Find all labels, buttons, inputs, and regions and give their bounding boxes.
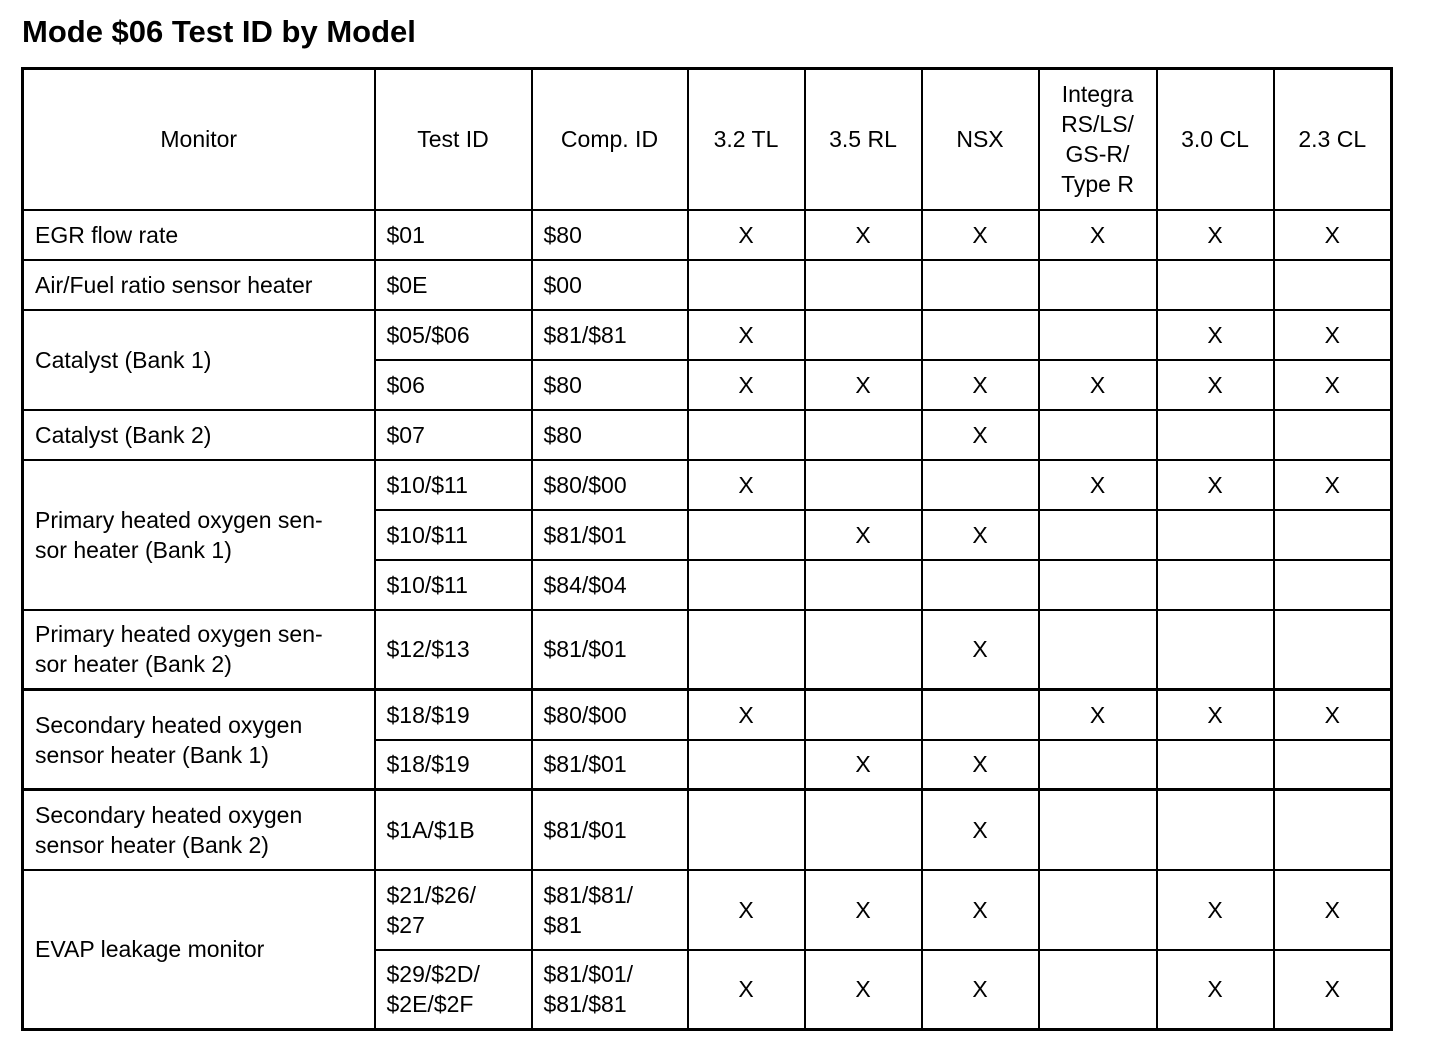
test-id-cell: $06 bbox=[375, 360, 532, 410]
table-row bbox=[23, 870, 1392, 950]
comp-id-cell: $84/$04 bbox=[532, 560, 688, 610]
mark-cell: X bbox=[1157, 310, 1274, 360]
mode06-test-id-table bbox=[21, 67, 1393, 1031]
comp-id-cell: $80/$00 bbox=[532, 690, 688, 740]
mark-cell: X bbox=[1157, 870, 1274, 950]
mark-cell bbox=[688, 410, 805, 460]
mark-cell: X bbox=[1274, 950, 1392, 1030]
mark-cell: X bbox=[805, 740, 922, 790]
mark-cell bbox=[1274, 610, 1392, 690]
test-id-cell: $1A/$1B bbox=[375, 790, 532, 870]
comp-id-cell: $81/$01 bbox=[532, 740, 688, 790]
mark-cell bbox=[1039, 260, 1157, 310]
mark-cell: X bbox=[688, 950, 805, 1030]
mark-cell bbox=[1157, 410, 1274, 460]
comp-id-cell: $81/$81 bbox=[532, 310, 688, 360]
mark-cell: X bbox=[1274, 870, 1392, 950]
mark-cell bbox=[922, 560, 1039, 610]
test-id-cell: $0E bbox=[375, 260, 532, 310]
mark-cell: X bbox=[805, 360, 922, 410]
test-id-cell: $10/$11 bbox=[375, 560, 532, 610]
mark-cell: X bbox=[1039, 210, 1157, 260]
mark-cell: X bbox=[688, 210, 805, 260]
monitor-cell: Air/Fuel ratio sensor heater bbox=[23, 260, 375, 310]
mark-cell bbox=[922, 460, 1039, 510]
mark-cell: X bbox=[1274, 690, 1392, 740]
mark-cell: X bbox=[922, 210, 1039, 260]
mark-cell: X bbox=[1157, 950, 1274, 1030]
mark-cell: X bbox=[688, 460, 805, 510]
table-row bbox=[23, 790, 1392, 870]
table-row bbox=[23, 460, 1392, 510]
mark-cell bbox=[1039, 610, 1157, 690]
table-row bbox=[23, 410, 1392, 460]
mark-cell bbox=[1039, 870, 1157, 950]
mark-cell bbox=[805, 460, 922, 510]
monitor-cell: EVAP leakage monitor bbox=[23, 870, 375, 1030]
mark-cell bbox=[922, 260, 1039, 310]
comp-id-cell: $81/$01/ $81/$81 bbox=[532, 950, 688, 1030]
mark-cell: X bbox=[1157, 210, 1274, 260]
test-id-cell: $21/$26/ $27 bbox=[375, 870, 532, 950]
header-row bbox=[23, 69, 1392, 210]
mark-cell: X bbox=[1274, 360, 1392, 410]
test-id-cell: $18/$19 bbox=[375, 690, 532, 740]
mark-cell bbox=[922, 310, 1039, 360]
comp-id-cell: $81/$01 bbox=[532, 790, 688, 870]
mark-cell: X bbox=[1157, 360, 1274, 410]
comp-id-cell: $81/$81/ $81 bbox=[532, 870, 688, 950]
mark-cell: X bbox=[922, 790, 1039, 870]
mark-cell bbox=[1039, 560, 1157, 610]
mark-cell bbox=[1274, 740, 1392, 790]
mark-cell bbox=[805, 310, 922, 360]
comp-id-cell: $80/$00 bbox=[532, 460, 688, 510]
mark-cell bbox=[805, 790, 922, 870]
monitor-cell: EGR flow rate bbox=[23, 210, 375, 260]
comp-id-cell: $81/$01 bbox=[532, 510, 688, 560]
header-3-2-tl: 3.2 TL bbox=[688, 69, 805, 210]
mark-cell bbox=[922, 690, 1039, 740]
header-nsx: NSX bbox=[922, 69, 1039, 210]
monitor-cell: Secondary heated oxygen sensor heater (Bank 2) bbox=[23, 790, 375, 870]
header-3-5-rl: 3.5 RL bbox=[805, 69, 922, 210]
mark-cell bbox=[805, 410, 922, 460]
mark-cell: X bbox=[805, 950, 922, 1030]
test-id-cell: $18/$19 bbox=[375, 740, 532, 790]
test-id-cell: $29/$2D/ $2E/$2F bbox=[375, 950, 532, 1030]
mark-cell: X bbox=[688, 690, 805, 740]
mark-cell: X bbox=[922, 870, 1039, 950]
mark-cell: X bbox=[688, 360, 805, 410]
mark-cell: X bbox=[922, 950, 1039, 1030]
mark-cell bbox=[1274, 560, 1392, 610]
monitor-cell: Secondary heated oxygen sensor heater (Bank 1) bbox=[23, 690, 375, 790]
test-id-cell: $07 bbox=[375, 410, 532, 460]
mark-cell bbox=[1157, 790, 1274, 870]
mark-cell: X bbox=[922, 360, 1039, 410]
monitor-cell: Primary heated oxygen sen- sor heater (Bank 1) bbox=[23, 460, 375, 610]
comp-id-cell: $80 bbox=[532, 360, 688, 410]
mark-cell bbox=[1274, 410, 1392, 460]
mark-cell bbox=[1274, 260, 1392, 310]
table-row bbox=[23, 210, 1392, 260]
mark-cell: X bbox=[1274, 310, 1392, 360]
mark-cell bbox=[1039, 410, 1157, 460]
mark-cell: X bbox=[805, 210, 922, 260]
mark-cell: X bbox=[922, 740, 1039, 790]
mark-cell: X bbox=[1157, 690, 1274, 740]
mark-cell: X bbox=[805, 510, 922, 560]
comp-id-cell: $81/$01 bbox=[532, 610, 688, 690]
mark-cell bbox=[688, 610, 805, 690]
comp-id-cell: $00 bbox=[532, 260, 688, 310]
mark-cell bbox=[688, 260, 805, 310]
mark-cell bbox=[688, 510, 805, 560]
mark-cell bbox=[688, 790, 805, 870]
test-id-cell: $05/$06 bbox=[375, 310, 532, 360]
header-monitor: Monitor bbox=[23, 69, 375, 210]
table-row bbox=[23, 610, 1392, 690]
header-integra: Integra RS/LS/ GS-R/ Type R bbox=[1039, 69, 1157, 210]
test-id-cell: $01 bbox=[375, 210, 532, 260]
monitor-cell: Catalyst (Bank 2) bbox=[23, 410, 375, 460]
mark-cell bbox=[1157, 260, 1274, 310]
header-test-id: Test ID bbox=[375, 69, 532, 210]
mark-cell bbox=[805, 610, 922, 690]
header-comp-id: Comp. ID bbox=[532, 69, 688, 210]
mark-cell bbox=[805, 260, 922, 310]
mark-cell: X bbox=[688, 310, 805, 360]
mark-cell: X bbox=[805, 870, 922, 950]
mark-cell bbox=[1039, 790, 1157, 870]
mark-cell bbox=[1157, 610, 1274, 690]
table-row bbox=[23, 260, 1392, 310]
mark-cell: X bbox=[1039, 460, 1157, 510]
mark-cell bbox=[688, 740, 805, 790]
comp-id-cell: $80 bbox=[532, 410, 688, 460]
header-2-3-cl: 2.3 CL bbox=[1274, 69, 1392, 210]
mark-cell bbox=[1157, 740, 1274, 790]
mark-cell bbox=[805, 690, 922, 740]
mark-cell bbox=[1274, 790, 1392, 870]
mark-cell: X bbox=[688, 870, 805, 950]
mark-cell: X bbox=[922, 510, 1039, 560]
table-row bbox=[23, 310, 1392, 360]
mark-cell bbox=[1039, 950, 1157, 1030]
mark-cell: X bbox=[1039, 360, 1157, 410]
header-3-0-cl: 3.0 CL bbox=[1157, 69, 1274, 210]
mark-cell bbox=[1039, 740, 1157, 790]
mark-cell bbox=[1157, 510, 1274, 560]
mark-cell: X bbox=[922, 610, 1039, 690]
mark-cell: X bbox=[1039, 690, 1157, 740]
mark-cell bbox=[1274, 510, 1392, 560]
comp-id-cell: $80 bbox=[532, 210, 688, 260]
monitor-cell: Primary heated oxygen sen- sor heater (Bank 2) bbox=[23, 610, 375, 690]
monitor-cell: Catalyst (Bank 1) bbox=[23, 310, 375, 410]
mark-cell bbox=[688, 560, 805, 610]
mark-cell: X bbox=[922, 410, 1039, 460]
mark-cell bbox=[1039, 310, 1157, 360]
table-row bbox=[23, 690, 1392, 740]
mark-cell: X bbox=[1274, 210, 1392, 260]
test-id-cell: $12/$13 bbox=[375, 610, 532, 690]
mark-cell: X bbox=[1274, 460, 1392, 510]
mark-cell: X bbox=[1157, 460, 1274, 510]
test-id-cell: $10/$11 bbox=[375, 460, 532, 510]
mark-cell bbox=[805, 560, 922, 610]
test-id-cell: $10/$11 bbox=[375, 510, 532, 560]
mark-cell bbox=[1157, 560, 1274, 610]
mark-cell bbox=[1039, 510, 1157, 560]
page-title: Mode $06 Test ID by Model bbox=[22, 14, 416, 49]
